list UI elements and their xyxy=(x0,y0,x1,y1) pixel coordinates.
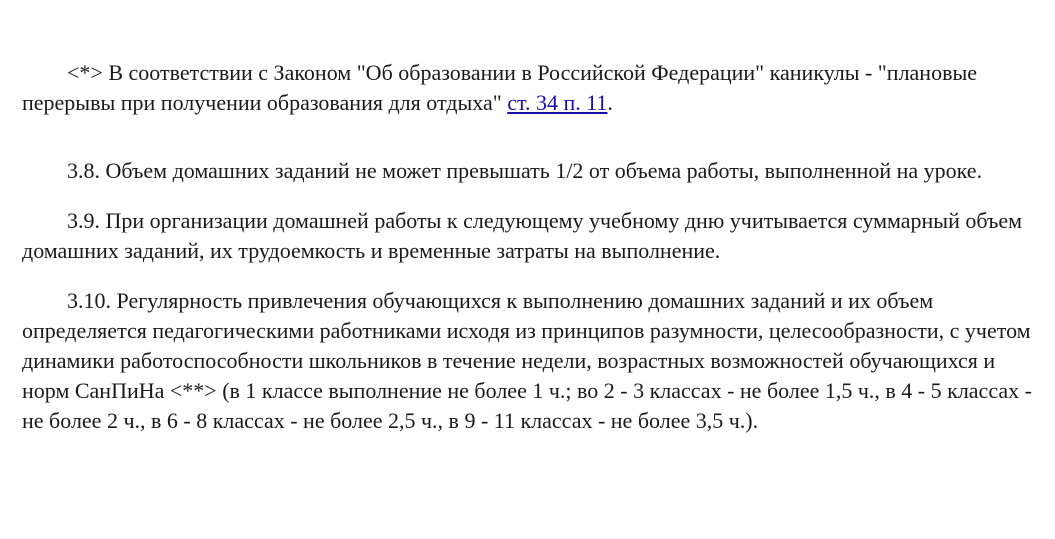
paragraph-3-10: 3.10. Регулярность привлечения обучающихся к выполнению домашних заданий и их объем определяется педагогическими работниками исходя из принципов разумности, целесообразности, с учетом динамики работоспособности школьников в течение недели, возрастных возможностей обучающихся и норм СанПиНа <**> (в 1 классе выполнение не более 1 ч.; во 2 - 3 классах - не более 1,5 ч., в 4 - 5 классах - не более 2 ч., в 6 - 8 классах - не более 2,5 ч., в 9 - 11 классах - не более 3,5 ч.). xyxy=(22,288,1032,433)
footnote-text: <*> В соответствии с Законом "Об образовании в Российской Федерации" каникулы - "плановые перерывы при получении образования для отдыха" xyxy=(22,60,978,115)
paragraph-3-9: 3.9. При организации домашней работы к следующему учебному дню учитывается суммарный объем домашних заданий, их трудоемкость и временные затраты на выполнение. xyxy=(22,208,1023,263)
footnote-end: . xyxy=(607,90,613,115)
paragraph-3-8: 3.8. Объем домашних заданий не может превышать 1/2 от объема работы, выполненной на уроке. xyxy=(67,158,983,183)
footnote-paragraph xyxy=(22,58,1042,118)
law-article-link[interactable]: ст. 34 п. 11 xyxy=(507,90,608,115)
document-body xyxy=(22,58,1042,436)
